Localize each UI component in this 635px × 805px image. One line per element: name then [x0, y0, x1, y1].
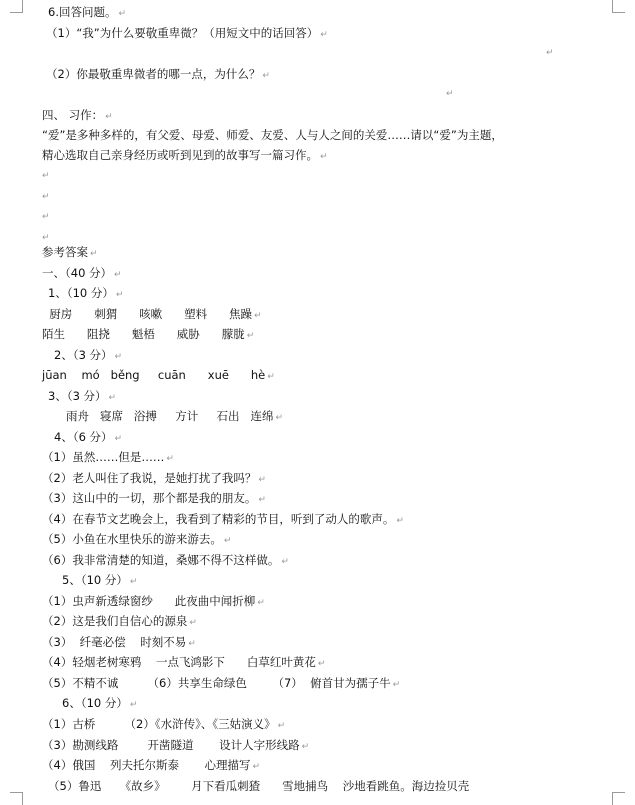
answer-6-item-4: （5）鲁迅 《故乡》 月下看瓜刺猹 雪地捕鸟 沙地看跳鱼。海边捡贝壳: [48, 779, 470, 793]
paragraph-mark-icon: ↵: [42, 212, 50, 222]
answer-4-item-3: （3）这山中的一切，那个都是我的朋友。 ↵: [42, 491, 266, 505]
paragraph-mark-icon: ↵: [252, 762, 261, 772]
paragraph-mark-icon: ↵: [275, 413, 284, 423]
question-6-1: （1）“我”为什么要敬重卑微？（用短文中的话回答） ↵: [46, 26, 328, 40]
paragraph-mark-icon: ↵: [396, 516, 404, 526]
answer-1-label: 1、（10 分） ↵: [48, 286, 124, 300]
paragraph-mark-icon: ↵: [90, 249, 98, 259]
paragraph-mark-icon: ↵: [105, 112, 113, 122]
paragraph-mark-icon: ↵: [189, 618, 197, 628]
answer-5-item-4: （4）轻烟老树寒鸦 一点飞鸿影下 白草红叶黄花 ↵: [42, 655, 326, 669]
answer-4-item-5: （5）小鱼在水里快乐的游来游去。 ↵: [42, 532, 232, 546]
paragraph-mark-icon: ↵: [114, 270, 122, 280]
paragraph-mark-icon: ↵: [392, 680, 401, 690]
paragraph-mark-icon: ↵: [115, 290, 124, 300]
paragraph-mark-icon: ↵: [42, 192, 50, 202]
paragraph-mark-icon: ↵: [317, 659, 326, 669]
answer-5-item-1: （1）虫声新透绿窗纱 此夜曲中闻折柳 ↵: [42, 594, 265, 608]
crop-mark-bottom-right: [612, 792, 625, 805]
paragraph-mark-icon: ↵: [188, 639, 196, 649]
paragraph-mark-icon: ↵: [108, 393, 117, 403]
paragraph-mark-icon: ↵: [320, 152, 328, 162]
answer-4-item-1: （1）虽然……但是…… ↵: [42, 450, 174, 464]
answer-6-item-3: （4）俄国 列夫托尔斯泰 心理描写 ↵: [42, 758, 261, 772]
paragraph-mark-icon: ↵: [166, 454, 174, 464]
section-1-heading: 一、（40 分） ↵: [42, 266, 122, 280]
paragraph-mark-icon: ↵: [262, 71, 270, 81]
question-6-title: 6.回答问题。 ↵: [48, 5, 127, 19]
paragraph-mark-icon: ↵: [129, 700, 138, 710]
paragraph-mark-icon: ↵: [223, 536, 232, 546]
paragraph-mark-icon: ↵: [320, 30, 328, 40]
answer-4-item-2: （2）老人叫住了我说，是她打扰了我吗？ ↵: [42, 471, 266, 485]
paragraph-mark-icon: ↵: [114, 352, 123, 362]
paragraph-mark-icon: ↵: [257, 598, 265, 608]
paragraph-mark-icon: ↵: [114, 434, 123, 444]
answers-title: 参考答案 ↵: [42, 245, 98, 259]
answer-5-label: 5、（10 分） ↵: [62, 573, 138, 587]
answer-5-item-3: （3） 纤毫必偿 时刻不易 ↵: [42, 635, 196, 649]
paragraph-mark-icon: ↵: [446, 89, 454, 99]
crop-mark-top-right: [612, 0, 625, 13]
answer-2-row: jūan mó běng cuān xuē hè ↵: [42, 368, 275, 382]
paragraph-mark-icon: ↵: [246, 331, 255, 341]
paragraph-mark-icon: ↵: [281, 557, 289, 567]
paragraph-mark-icon: ↵: [118, 9, 127, 19]
paragraph-mark-icon: ↵: [258, 495, 266, 505]
writing-prompt-line-2: 精心选取自己亲身经历或听到见到的故事写一篇习作。 ↵: [42, 148, 328, 162]
answer-1-row-1: 厨房 刺猬 咳嗽 塑料 焦躁 ↵: [42, 307, 262, 321]
answer-3-row: 雨舟 寝席 浴搏 方计 石出 连绵 ↵: [66, 409, 284, 423]
paragraph-mark-icon: ↵: [277, 721, 286, 731]
answer-4-label: 4、（6 分） ↵: [54, 430, 123, 444]
crop-mark-top-left: [10, 0, 23, 13]
paragraph-mark-icon: ↵: [258, 475, 266, 485]
writing-title: 四、 习作： ↵: [42, 108, 113, 122]
paragraph-mark-icon: ↵: [42, 171, 50, 181]
question-6-2: （2）你最敬重卑微者的哪一点，为什么？ ↵: [46, 67, 270, 81]
paragraph-mark-icon: ↵: [267, 372, 275, 382]
answer-3-label: 3、（3 分） ↵: [48, 389, 117, 403]
answer-6-item-1: （1）古桥 （2）《水浒传》、《三姑演义》 ↵: [42, 717, 286, 731]
paragraph-mark-icon: ↵: [254, 311, 262, 321]
answer-1-row-2: 陌生 阻挠 魁梧 威胁 朦胧 ↵: [42, 327, 255, 341]
writing-prompt-line-1: “爱”是多种多样的，有父爱、母爱、师爱、友爱、人与人之间的关爱……请以“爱”为主题，: [42, 128, 503, 142]
answer-5-item-2: （2）这是我们自信心的源泉 ↵: [42, 614, 197, 628]
crop-mark-bottom-left: [10, 792, 23, 805]
paragraph-mark-icon: ↵: [301, 742, 310, 752]
answer-6-label: 6、（10 分） ↵: [62, 696, 138, 710]
paragraph-mark-icon: ↵: [129, 577, 138, 587]
answer-2-label: 2、（3 分） ↵: [54, 348, 123, 362]
answer-6-item-2: （3）勘测线路 开凿隧道 设计人字形线路 ↵: [42, 738, 310, 752]
answer-4-item-4: （4）在春节文艺晚会上，我看到了精彩的节目，听到了动人的歌声。 ↵: [42, 512, 404, 526]
answer-4-item-6: （6）我非常清楚的知道，桑娜不得不这样做。 ↵: [42, 553, 289, 567]
paragraph-mark-icon: ↵: [42, 233, 50, 243]
paragraph-mark-icon: ↵: [546, 48, 554, 58]
answer-5-item-5: （5）不精不诚 （6）共享生命绿色 （7） 俯首甘为孺子牛 ↵: [42, 676, 401, 690]
